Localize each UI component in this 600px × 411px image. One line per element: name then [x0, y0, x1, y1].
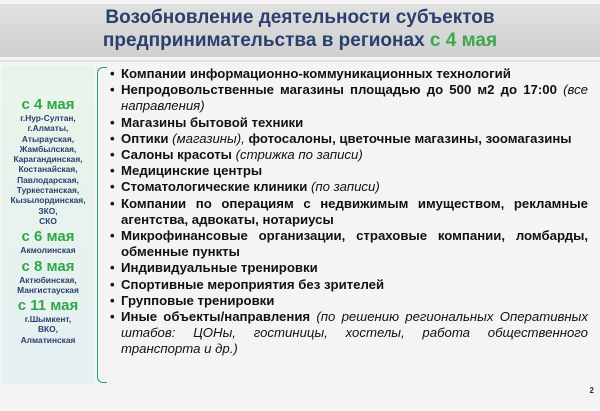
item-text: Медицинские центры: [121, 163, 263, 179]
item-text: Салоны красоты: [121, 147, 232, 163]
list-item: [110, 163, 588, 179]
bullet: •: [110, 309, 115, 325]
list-item: [110, 260, 588, 276]
item-text: Микрофинансовые организации, страховые компании, ломбарды, обменные пункты: [121, 228, 588, 260]
list-item: [110, 228, 588, 260]
list-item: [110, 115, 588, 131]
region-city: Акмолинская: [20, 245, 76, 256]
item-text: Оптики: [121, 130, 169, 146]
region-city: Атырауская,: [21, 133, 75, 144]
item-text: Иные объекты/направления: [121, 309, 311, 325]
business-list: [110, 66, 588, 358]
title-line2: предпринимательства в регионах: [102, 30, 430, 51]
region-cities: [2, 245, 94, 255]
bullet: •: [110, 228, 115, 244]
region-date: с 6 мая: [21, 228, 75, 246]
region-city: ВКО,: [37, 324, 58, 335]
region-city: Карагандинская,: [13, 154, 83, 165]
item-note: (магазины),: [172, 130, 245, 146]
bullet: •: [110, 82, 115, 98]
region-city: ЗКО,: [38, 205, 58, 216]
bullet: •: [110, 147, 115, 163]
list-item: [110, 196, 588, 228]
bullet: •: [110, 130, 115, 146]
item-note: (по решению региональных Оперативных штабов: ЦОНы, гостиницы, хостелы, работа общественного транспорта и др.): [121, 309, 588, 357]
region-city: Кызылординская,: [10, 195, 86, 206]
bullet: •: [110, 292, 115, 308]
bullet: •: [110, 66, 115, 81]
region-city: г.Алматы,: [27, 123, 69, 134]
title-date-highlight: с 4 мая: [429, 30, 498, 51]
region-cities: [2, 314, 94, 345]
list-item: [110, 147, 588, 163]
region-city: Мангистауская: [17, 284, 79, 295]
bullet: •: [110, 163, 115, 179]
item-text: Групповые тренировки: [121, 292, 275, 308]
bullet: •: [110, 114, 115, 130]
item-text: Компании информационно-коммуникационных технологий: [121, 66, 511, 81]
page-number: 2: [589, 386, 594, 395]
title-line1: Возобновление деятельности субъектов: [105, 7, 495, 28]
list-item: [110, 179, 588, 195]
brace: [97, 67, 107, 383]
regions-sidebar: [2, 66, 94, 384]
region-city: Алматинская: [20, 334, 76, 345]
list-item: [110, 82, 588, 114]
region-city: г.Нур-Султан,: [20, 113, 76, 123]
item-note: (по записи): [311, 179, 380, 195]
region-city: Актюбинская,: [19, 274, 77, 285]
list-item: [110, 293, 588, 309]
item-note: (стрижка по записи): [235, 147, 363, 163]
item-text: Непродовольственные магазины площадью до 500 м2 до 17:00: [121, 82, 557, 98]
region-city: Жамбылская,: [19, 143, 77, 154]
bullet: •: [110, 260, 115, 276]
bullet: •: [110, 195, 115, 211]
region-cities: [2, 113, 94, 226]
slide-title: [0, 6, 600, 52]
list-item: [110, 277, 588, 293]
region-date: с 8 мая: [21, 257, 75, 275]
divider: [0, 60, 600, 62]
list-item: [110, 66, 588, 82]
item-note: (все направления): [121, 82, 588, 114]
region-cities: [2, 275, 94, 296]
item-text: фотосалоны, цветочные магазины, зоомагазины: [248, 130, 572, 146]
item-text: Индивидуальные тренировки: [121, 260, 318, 276]
region-date: с 11 мая: [17, 297, 79, 315]
bullet: •: [110, 276, 115, 292]
region-city: Павлодарская,: [17, 174, 79, 185]
list-item: [110, 131, 588, 147]
item-text: Компании по операциям с недвижимым имуществом, рекламные агентства, адвокаты, нотариусы: [121, 195, 588, 227]
list-item: [110, 309, 588, 358]
item-text: Спортивные мероприятия без зрителей: [121, 276, 385, 292]
item-text: Стоматологические клиники: [121, 179, 308, 195]
item-text: Магазины бытовой техники: [121, 114, 304, 130]
region-city: г.Шымкент,: [24, 314, 72, 325]
bullet: •: [110, 179, 115, 195]
region-city: СКО: [39, 215, 57, 226]
region-date: с 4 мая: [21, 96, 75, 113]
region-city: Туркестанская,: [16, 185, 80, 196]
region-city: Костанайская,: [18, 164, 78, 175]
